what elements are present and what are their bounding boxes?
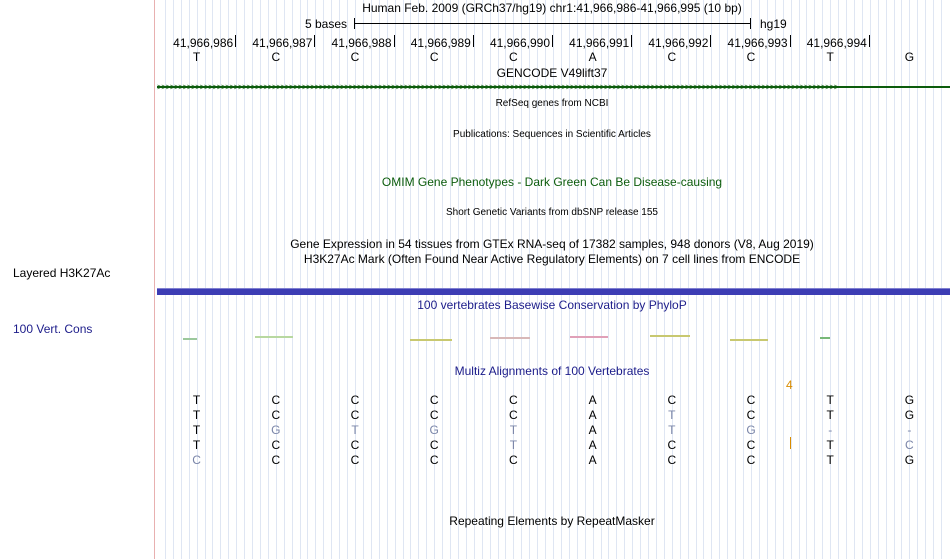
ruler-tick bbox=[869, 35, 870, 47]
gap-count: 4 bbox=[786, 378, 793, 392]
reference-base: C bbox=[429, 50, 439, 64]
reference-base: C bbox=[746, 50, 756, 64]
gene-strand-arrows: >>>>>>>>>>>>>>>>>>>>>>>>>>>>>>>>>>>>>>>>>>>>>>>>>>>>>>>>>>>>>>>>>>>>>>>>>>>>>>>>>>>>>>>>>>>>>>>>>>>>>>>>>>>>>>>>>>>>>>>>>>>>>>>>>>>>>>>>>>>>>>>>>>>>>>>>>>>>>>>> bbox=[157, 82, 838, 92]
gtex-track-title[interactable]: Gene Expression in 54 tissues from GTEx RNA-seq of 17382 samples, 948 donors (V8, Aug 2019) bbox=[290, 237, 814, 251]
alignment-base: C bbox=[271, 408, 281, 422]
ruler-tick bbox=[552, 35, 553, 47]
scale-bar-left-cap bbox=[354, 18, 355, 29]
alignment-base: T bbox=[826, 453, 834, 467]
ruler-position: 41,966,994 bbox=[806, 36, 867, 50]
ruler-tick bbox=[790, 35, 791, 47]
alignment-base: T bbox=[192, 393, 201, 407]
alignment-base: A bbox=[588, 438, 597, 452]
scale-text: 5 bases bbox=[305, 17, 348, 31]
alignment-base: - bbox=[828, 423, 833, 437]
alignment-base: C bbox=[905, 438, 914, 452]
ruler-tick bbox=[473, 35, 474, 47]
alignment-base: G bbox=[904, 453, 915, 467]
alignment-base: A bbox=[588, 408, 597, 422]
refseq-track-title[interactable]: RefSeq genes from NCBI bbox=[495, 98, 609, 109]
alignment-base: C bbox=[509, 408, 518, 422]
reference-base: C bbox=[667, 50, 677, 64]
ruler-position: 41,966,989 bbox=[410, 36, 471, 50]
phylop-mark bbox=[410, 339, 452, 341]
assembly-position-title: Human Feb. 2009 (GRCh37/hg19) chr1:41,966,986-41,966,995 (10 bp) bbox=[362, 1, 742, 15]
alignment-base: C bbox=[746, 453, 756, 467]
alignment-base: T bbox=[509, 438, 518, 452]
ruler-position: 41,966,990 bbox=[489, 36, 550, 50]
alignment-base: T bbox=[192, 423, 201, 437]
alignment-base: T bbox=[668, 423, 676, 437]
db-name: hg19 bbox=[760, 17, 787, 31]
alignment-base: T bbox=[192, 408, 201, 422]
alignment-base: C bbox=[192, 453, 201, 467]
alignment-base: T bbox=[192, 438, 201, 452]
multiz-track-title[interactable]: Multiz Alignments of 100 Vertebrates bbox=[454, 364, 650, 378]
alignment-base: C bbox=[271, 393, 281, 407]
reference-base: G bbox=[904, 50, 915, 64]
dbsnp-track-title[interactable]: Short Genetic Variants from dbSNP release 155 bbox=[446, 207, 658, 218]
ruler-position: 41,966,987 bbox=[252, 36, 313, 50]
phylop-mark bbox=[650, 335, 690, 337]
alignment-base: C bbox=[350, 438, 360, 452]
ruler-position: 41,966,992 bbox=[648, 36, 709, 50]
ruler-tick bbox=[394, 35, 395, 47]
alignment-base: C bbox=[271, 453, 281, 467]
alignment-base: C bbox=[746, 408, 756, 422]
alignment-base: C bbox=[746, 438, 756, 452]
reference-base: C bbox=[271, 50, 281, 64]
publications-track-title[interactable]: Publications: Sequences in Scientific Articles bbox=[453, 129, 651, 140]
alignment-base: G bbox=[904, 393, 915, 407]
alignment-base: - bbox=[907, 423, 912, 437]
h3k27ac-track-title[interactable]: H3K27Ac Mark (Often Found Near Active Regulatory Elements) on 7 cell lines from ENCODE bbox=[303, 252, 801, 266]
alignment-base: C bbox=[667, 393, 677, 407]
phylop-mark bbox=[730, 339, 768, 341]
alignment-base: T bbox=[351, 423, 359, 437]
ruler-tick bbox=[631, 35, 632, 47]
phylop-track-title[interactable]: 100 vertebrates Basewise Conservation by PhyloP bbox=[417, 298, 687, 312]
alignment-base: A bbox=[588, 393, 597, 407]
alignment-base: C bbox=[429, 453, 439, 467]
alignment-base: T bbox=[509, 423, 518, 437]
scale-bar-right-cap bbox=[750, 18, 751, 29]
ruler-tick bbox=[235, 35, 236, 47]
ruler-position: 41,966,988 bbox=[331, 36, 392, 50]
reference-base: T bbox=[192, 50, 201, 64]
alignment-base: C bbox=[429, 393, 439, 407]
ruler-position: 41,966,993 bbox=[727, 36, 788, 50]
phylop-mark bbox=[490, 337, 530, 339]
reference-base: C bbox=[509, 50, 518, 64]
phylop-track-label[interactable]: 100 Vert. Cons bbox=[13, 322, 93, 336]
scale-bar bbox=[355, 23, 751, 24]
reference-base: C bbox=[350, 50, 360, 64]
alignment-base: C bbox=[350, 408, 360, 422]
phylop-mark bbox=[183, 338, 197, 340]
alignment-base: G bbox=[271, 423, 281, 437]
alignment-base: C bbox=[509, 453, 518, 467]
alignment-base: T bbox=[826, 393, 834, 407]
ruler-tick bbox=[314, 35, 315, 47]
phylop-mark bbox=[820, 337, 830, 339]
layered-h3k27ac-label[interactable]: Layered H3K27Ac bbox=[13, 266, 111, 280]
alignment-base: C bbox=[509, 393, 518, 407]
alignment-base: T bbox=[826, 408, 834, 422]
ruler-position: 41,966,986 bbox=[173, 36, 234, 50]
alignment-base: C bbox=[350, 453, 360, 467]
gencode-track-title[interactable]: GENCODE V49lift37 bbox=[496, 66, 608, 80]
alignment-base: G bbox=[746, 423, 756, 437]
alignment-base: C bbox=[271, 438, 281, 452]
alignment-base: G bbox=[429, 423, 439, 437]
ruler-tick bbox=[710, 35, 711, 47]
omim-track-title[interactable]: OMIM Gene Phenotypes - Dark Green Can Be Disease-causing bbox=[381, 175, 723, 189]
alignment-base: T bbox=[668, 408, 676, 422]
repeatmasker-track-title[interactable]: Repeating Elements by RepeatMasker bbox=[449, 514, 655, 528]
track-label-column bbox=[0, 0, 155, 559]
phylop-mark bbox=[570, 336, 608, 338]
alignment-base: A bbox=[588, 453, 597, 467]
alignment-base: G bbox=[904, 408, 915, 422]
ruler-position: 41,966,991 bbox=[569, 36, 630, 50]
reference-base: T bbox=[826, 50, 834, 64]
phylop-mark bbox=[255, 336, 293, 338]
alignment-base: T bbox=[826, 438, 834, 452]
alignment-base: C bbox=[350, 393, 360, 407]
alignment-base: A bbox=[588, 423, 597, 437]
alignment-base: C bbox=[667, 453, 677, 467]
alignment-base: C bbox=[667, 438, 677, 452]
alignment-base: C bbox=[746, 393, 756, 407]
alignment-base: C bbox=[429, 408, 439, 422]
gap-insertion-mark bbox=[790, 437, 791, 449]
h3k27ac-signal-bar bbox=[157, 288, 950, 295]
reference-base: A bbox=[588, 50, 597, 64]
alignment-base: C bbox=[429, 438, 439, 452]
